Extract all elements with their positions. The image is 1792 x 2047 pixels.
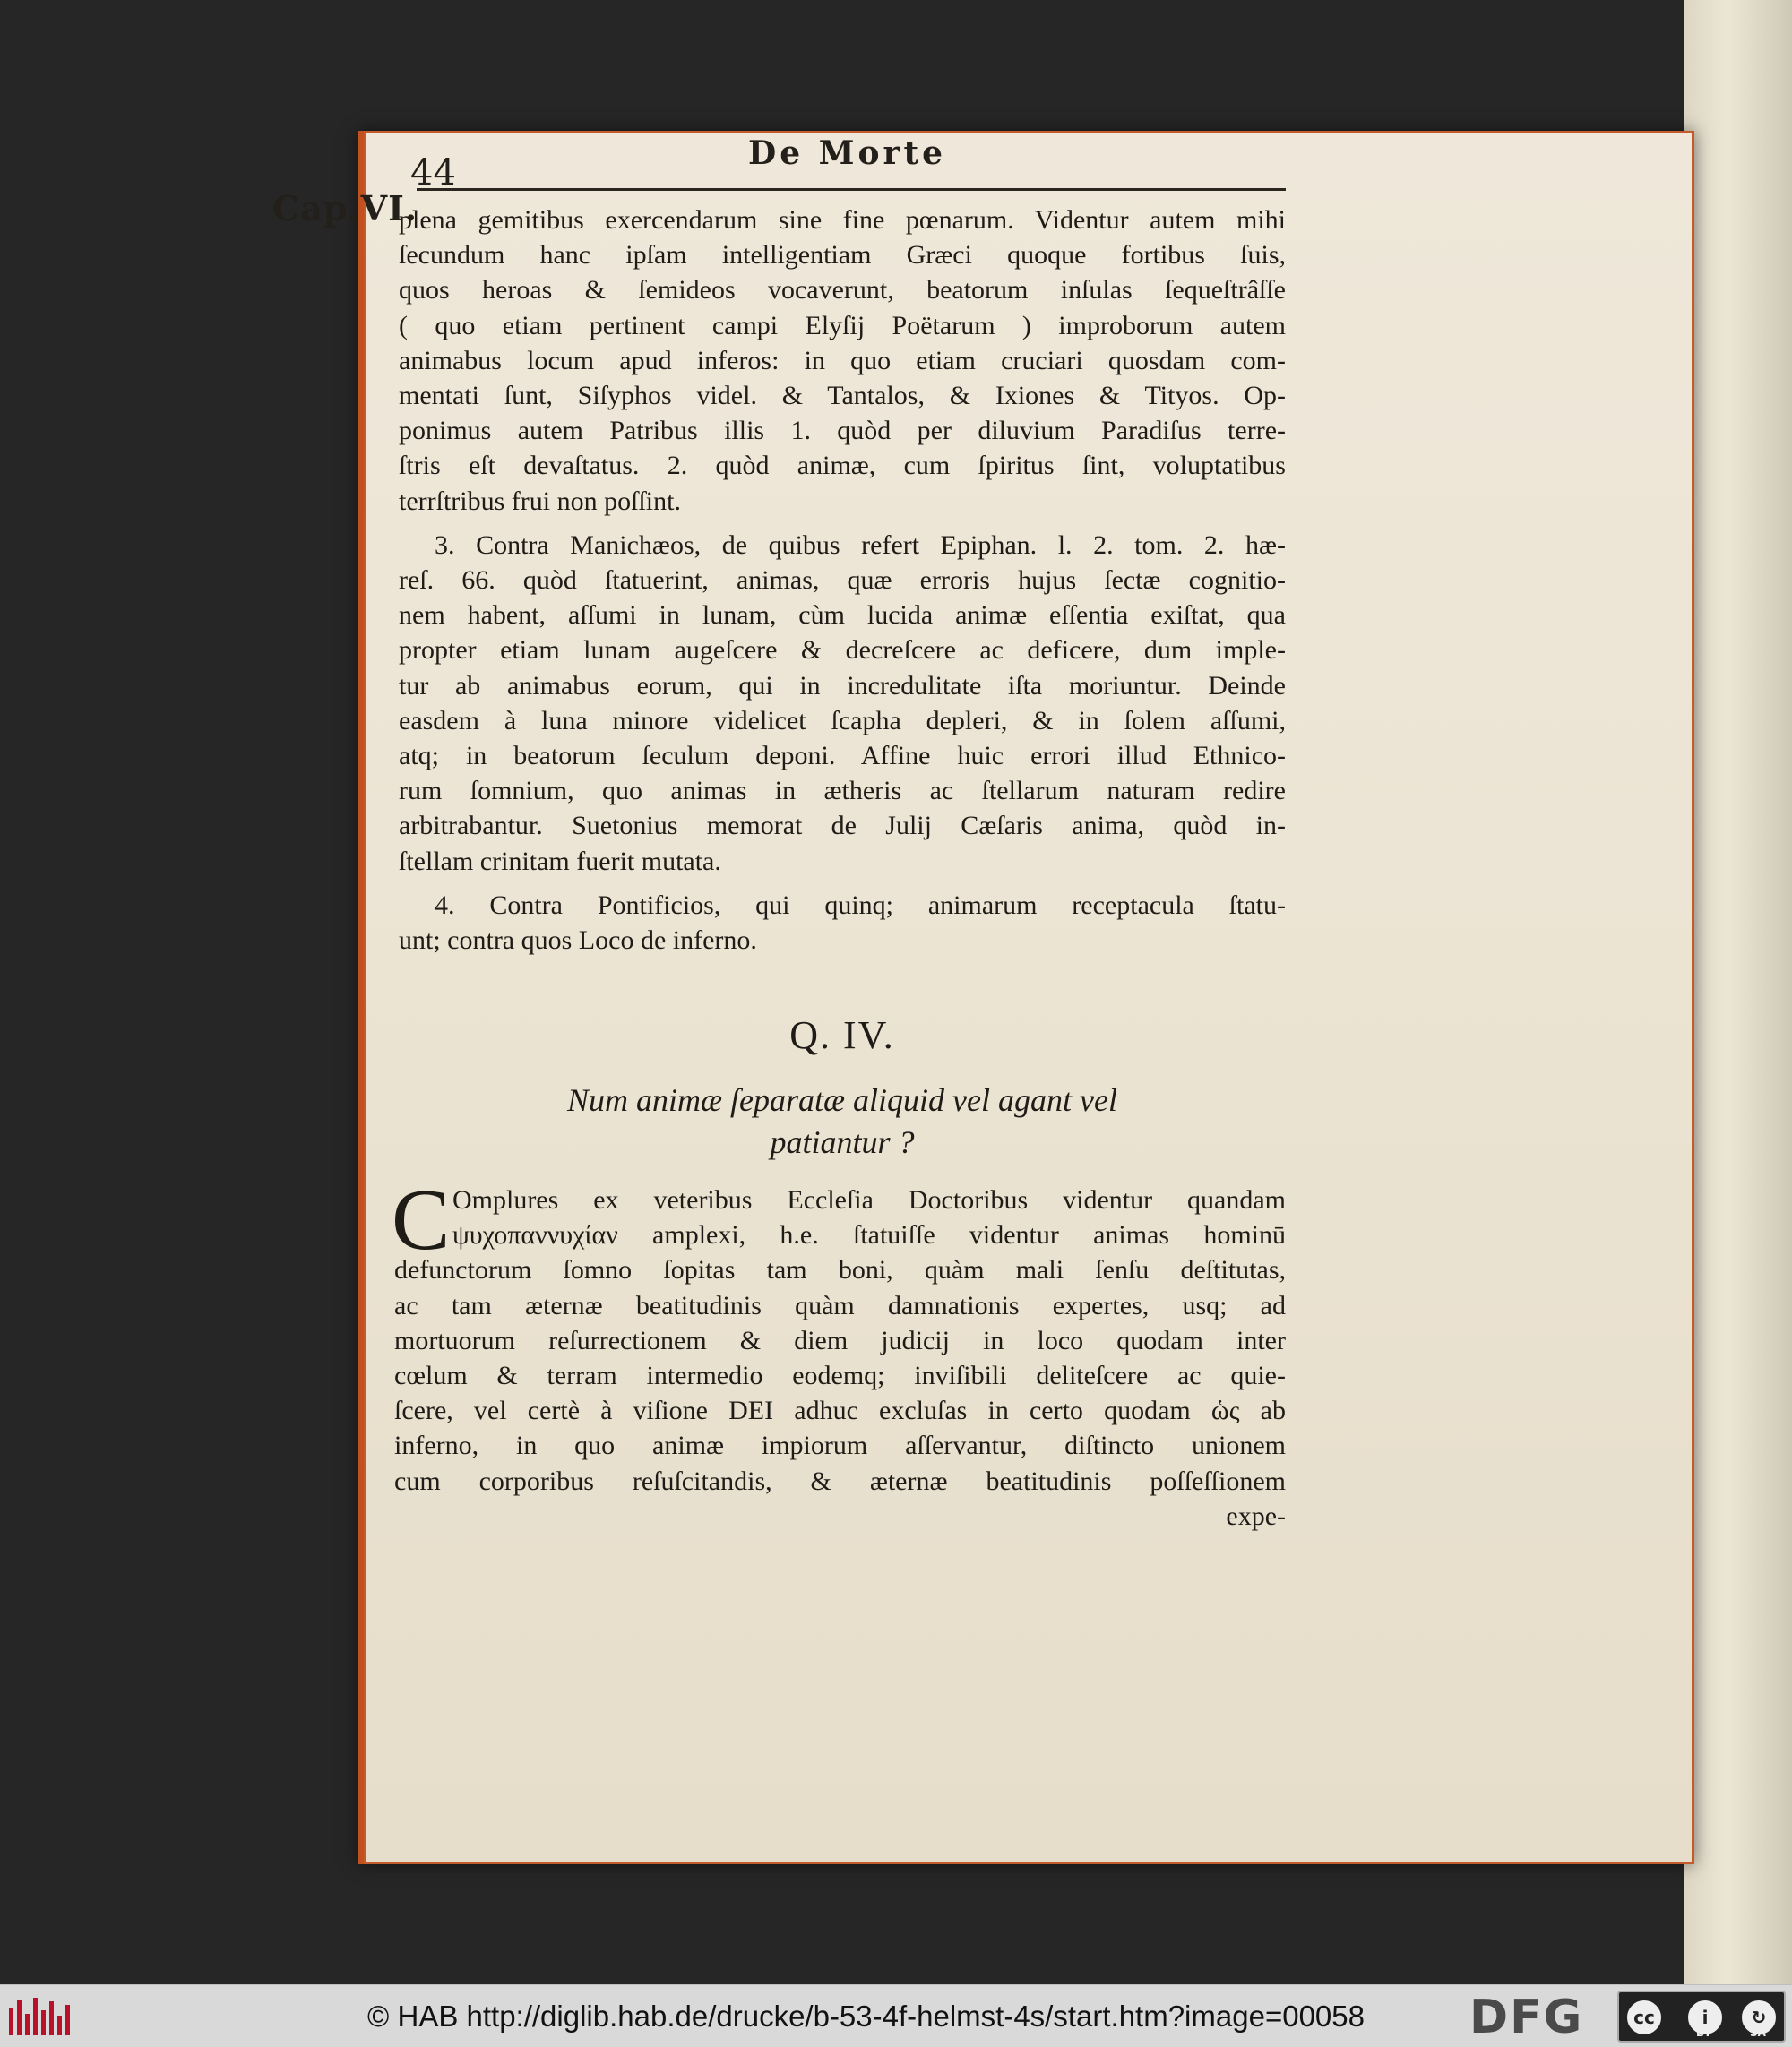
text-line: propter etiam lunam augeſcere & decreſcere ac deficere, dum imple- [399,635,1286,666]
question-title-line: patiantur ? [770,1124,915,1160]
cc-icon: cc [1624,1998,1664,2037]
cc-by-label: BY [1696,2026,1712,2039]
body-text [399,202,1286,958]
text-line: mentati ſunt, Siſyphos videl. & Tantalos, & Ixiones & Tityos. Op- [399,381,1286,411]
cc-license-badge[interactable] [1617,1991,1786,2043]
paragraph-pontificios [399,888,1286,958]
paragraph-continuation [399,202,1286,519]
text-line: terrſtribus frui non poſſint. [399,486,681,516]
facing-page-edge [1684,0,1792,1984]
catchword: expe- [1226,1501,1286,1531]
text-line: ſtellam crinitam fuerit mutata. [399,846,721,876]
page-number: 44 [410,152,456,194]
text-line: atq; in beatorum ſeculum deponi. Affine huic errori illud Ethnico- [399,741,1286,771]
viewer-footer [0,1984,1792,2047]
text-line: easdem à luna minore videlicet ſcapha depleri, & in ſolem aſſumi, [399,705,1286,735]
text-line: ſecundum hanc ipſam intelligentiam Græci quoque fortibus ſuis, [399,240,1286,271]
chapter-margin-note: Cap.VI. [272,188,418,228]
question-title [399,1079,1286,1164]
text-line: nem habent, aſſumi in lunam, cùm lucida animæ eſſentia exiſtat, qua [399,600,1286,631]
text-line: reſ. 66. quòd ſtatuerint, animas, quæ erroris hujus ſectæ cognitio- [399,565,1286,596]
text-line: cum corporibus reſuſcitandis, & æternæ beatitudinis poſſeſſionem [394,1466,1286,1496]
text-line: defunctorum ſomno ſopitas tam boni, quàm mali ſenſu deſtitutas, [394,1255,1286,1286]
sa-icon: ↻ [1739,1998,1779,2037]
text-line: ( quo etiam pertinent campi Elyſij Poëtarum ) improborum autem [399,310,1286,340]
text-line: ſcere, vel certè à viſione DEI adhuc excluſas in certo quodam ὡς ab [394,1396,1286,1426]
hab-logo-icon[interactable] [9,1998,72,2035]
text-line: ψυχοπαννυχίαν amplexi, h.e. ſtatuiſſe videntur animas hominū [452,1220,1286,1251]
question-heading: Q. IV. [789,1013,895,1057]
question-title-line: Num animæ ſeparatæ aliquid vel agant vel [567,1082,1117,1118]
text-line: tur ab animabus eorum, qui in incredulitate iſta moriuntur. Deinde [399,670,1286,701]
text-line: 3. Contra Manichæos, de quibus refert Epiphan. l. 2. tom. 2. hæ- [435,529,1286,560]
text-line: plena gemitibus exercendarum sine fine pœnarum. Videntur autem mihi [399,205,1286,235]
text-line: ponimus autem Patribus illis 1. quòd per diluvium Paradiſus terre- [399,416,1286,446]
text-line: animabus locum apud inferos: in quo etiam cruciari quosdam com- [399,345,1286,375]
drop-cap-initial: C [392,1172,451,1269]
text-line: cœlum & terram intermedio eodemq; inviſibili deliteſcere ac quie- [394,1361,1286,1391]
copyright-url[interactable]: © HAB http://diglib.hab.de/drucke/b-53-4f-helmst-4s/start.htm?image=00058 [367,2000,1365,2033]
text-line: inferno, in quo animæ impiorum aſſervantur, diſtincto unionem [394,1431,1286,1461]
header-rule [417,188,1286,191]
dfg-logo-icon[interactable]: DFG [1469,1991,1584,2044]
text-line: arbitrabantur. Suetonius memorat de Julij Cæſaris anima, quòd in- [399,811,1286,841]
text-line: rum ſomnium, quo animas in ætheris ac ſtellarum naturam redire [399,776,1286,806]
text-line: ac tam æternæ beatitudinis quàm damnationis expertes, usq; ad [394,1290,1286,1320]
text-line: quos heroas & ſemideos vocaverunt, beatorum inſulas ſequeſtrâſſe [399,275,1286,305]
cc-sa-label: SA [1750,2026,1766,2039]
text-line: Omplures ex veteribus Eccleſia Doctoribus videntur quandam [452,1185,1286,1215]
text-line: unt; contra quos Loco de inferno. [399,925,757,956]
running-head: De Morte [748,134,947,172]
paragraph-manichaeos [399,528,1286,879]
text-line: mortuorum reſurrectionem & diem judicij in loco quodam inter [394,1325,1286,1355]
text-line: ſtris eſt devaſtatus. 2. quòd animæ, cum ſpiritus ſint, voluptatibus [399,451,1286,481]
by-icon: i [1685,1998,1725,2037]
paragraph-answer [394,1183,1286,1534]
text-line: 4. Contra Pontificios, qui quinq; animarum receptacula ſtatu- [435,890,1286,920]
